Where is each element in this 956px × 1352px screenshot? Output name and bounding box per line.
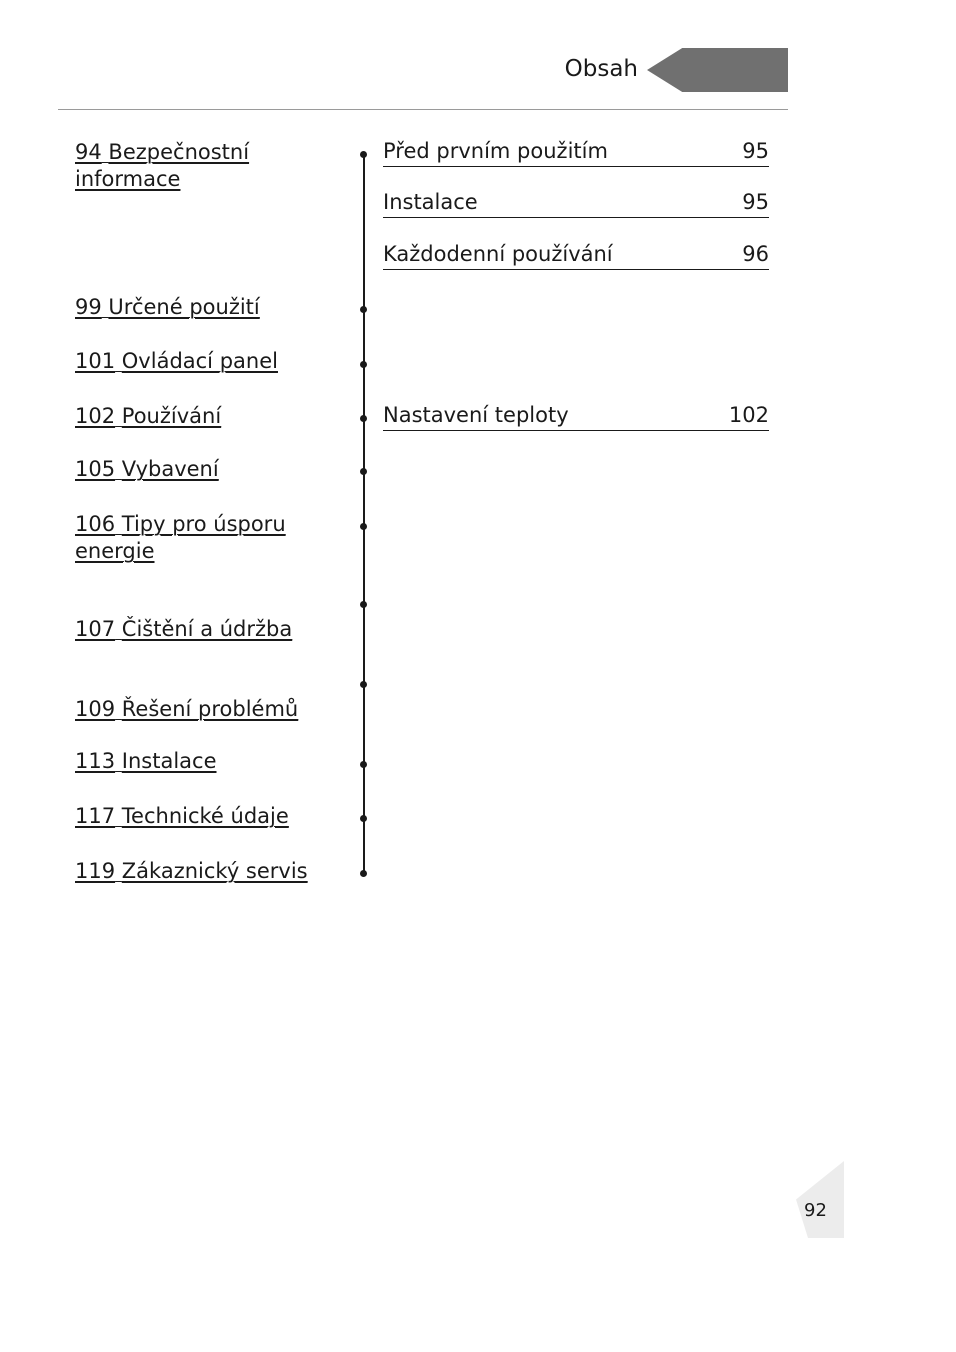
timeline-dot <box>360 681 367 688</box>
toc-link-zakaznicky-servis[interactable] <box>75 858 345 885</box>
toc-link-pouzivani[interactable] <box>75 403 345 430</box>
page-title: Obsah <box>564 56 638 82</box>
subentry-page: 95 <box>742 139 769 163</box>
timeline-dot <box>360 761 367 768</box>
toc-link-page: 94 <box>75 140 102 164</box>
toc-link-page: 102 <box>75 404 116 428</box>
toc-link-vybaveni[interactable] <box>75 456 345 483</box>
timeline-dot <box>360 870 367 877</box>
timeline-dot <box>360 523 367 530</box>
timeline-dot <box>360 815 367 822</box>
page-number: 92 <box>804 1200 827 1221</box>
toc-subentry-pred-prvnim-pouzitim[interactable] <box>383 138 769 167</box>
subentry-label: Před prvním použitím <box>383 139 608 163</box>
toc-link-title: Vybavení <box>121 457 219 481</box>
toc-link-title: Řešení problémů <box>121 697 299 721</box>
timeline-dot <box>360 415 367 422</box>
toc-link-page: 99 <box>75 295 102 319</box>
toc-link-page: 117 <box>75 804 116 828</box>
toc-link-page: 106 <box>75 512 116 536</box>
toc-link-page: 107 <box>75 617 116 641</box>
toc-link-page: 101 <box>75 349 116 373</box>
toc-link-title: Používání <box>121 404 222 428</box>
toc-subentry-instalace[interactable] <box>383 189 769 218</box>
subentry-page: 95 <box>742 190 769 214</box>
timeline-dot <box>360 468 367 475</box>
toc-link-reseni-problemu[interactable] <box>75 696 345 723</box>
subentry-label: Instalace <box>383 190 478 214</box>
toc-link-title: Tipy pro úsporu energie <box>75 512 286 563</box>
subentry-page: 102 <box>728 403 769 427</box>
toc-link-title: Instalace <box>121 749 217 773</box>
toc-link-title: Bezpečnostní informace <box>75 140 250 191</box>
toc-link-bezpecnostni-informace[interactable] <box>75 139 345 193</box>
timeline-dot <box>360 361 367 368</box>
toc-link-technicke-udaje[interactable] <box>75 803 345 830</box>
toc-link-title: Technické údaje <box>121 804 289 828</box>
toc-link-page: 105 <box>75 457 116 481</box>
toc-subentry-nastaveni-teploty[interactable] <box>383 402 769 431</box>
toc-link-page: 119 <box>75 859 116 883</box>
header-divider <box>58 109 788 110</box>
toc-link-page: 113 <box>75 749 116 773</box>
toc-link-urcene-pouziti[interactable] <box>75 294 345 321</box>
toc-link-title: Zákaznický servis <box>121 859 308 883</box>
toc-link-tipy-pro-usporu-energie[interactable] <box>75 511 345 565</box>
toc-link-cisteni-a-udrzba[interactable] <box>75 616 345 643</box>
toc-link-title: Ovládací panel <box>121 349 278 373</box>
toc-link-instalace[interactable] <box>75 748 345 775</box>
toc-link-title: Určené použití <box>108 295 260 319</box>
subentry-page: 96 <box>742 242 769 266</box>
timeline-dot <box>360 306 367 313</box>
toc-link-ovladaci-panel[interactable] <box>75 348 345 375</box>
timeline-dot <box>360 601 367 608</box>
toc-subentry-kazdodenni-pouzivani[interactable] <box>383 241 769 270</box>
subentry-label: Každodenní používání <box>383 242 613 266</box>
header-tab-marker <box>647 48 788 92</box>
toc-link-page: 109 <box>75 697 116 721</box>
subentry-label: Nastavení teploty <box>383 403 569 427</box>
toc-link-title: Čištění a údržba <box>121 617 293 641</box>
timeline-dot <box>360 151 367 158</box>
